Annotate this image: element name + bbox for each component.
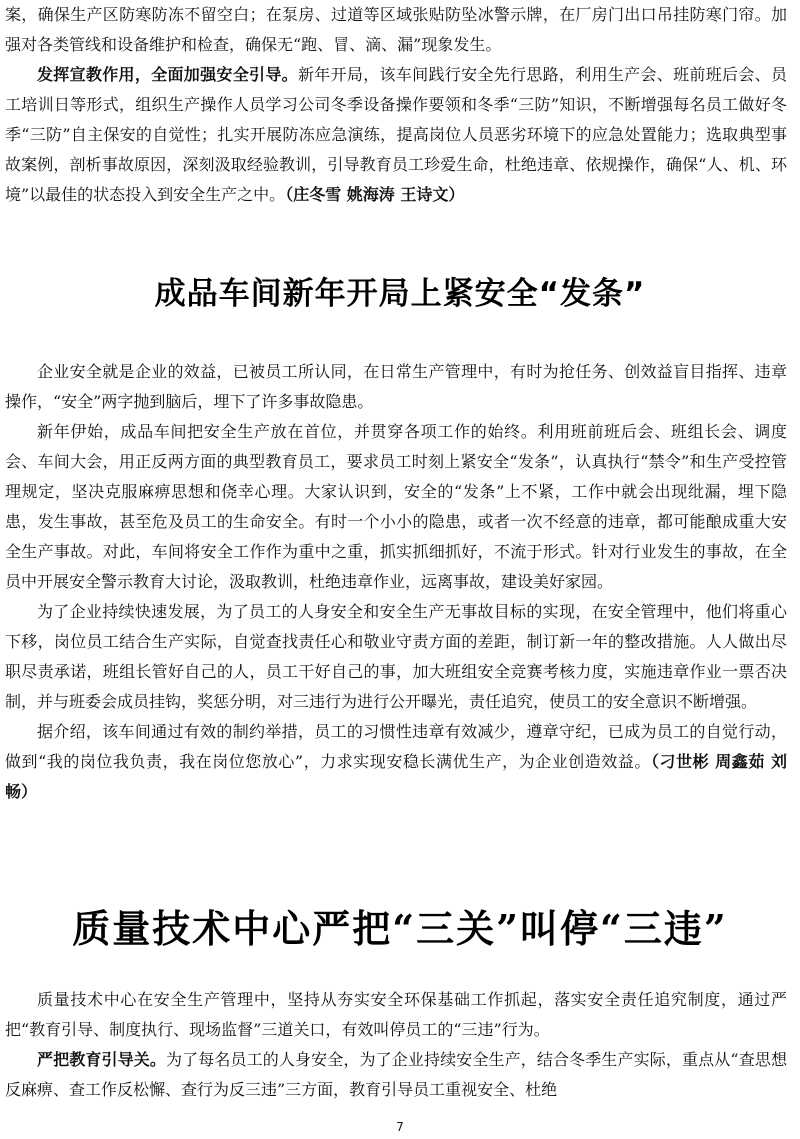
paragraph: 为了企业持续快速发展，为了员工的人身安全和安全生产无事故目标的实现，在安全管理中，他们将重心下移，岗位员工结合生产实际，自觉查找责任心和敬业守责方面的差距，制订新一年的整改措施。人人做出尽职尽责承诺，班组长管好自己的人，员工干好自己的事，加大班组安全竞赛考核力度，实施违章作业一票否决制，并与班委会成员挂钩，奖惩分明，对三违行为进行公开曝光，责任追究，使员工的安全意识不断增强。 [5,602,787,711]
author-byline: （刁世彬 周鑫茹 刘 畅） [5,752,787,801]
paragraph [5,60,787,210]
paragraph-body: 为了每名员工的人身安全，为了企业持续安全生产，结合冬季生产实际，重点从“查思想反麻痹、查工作反松懈、查行为反三违”三方面，教育引导员工重视安全、杜绝 [5,1050,787,1099]
paragraph [5,1045,787,1105]
paragraph: 案，确保生产区防寒防冻不留空白；在泵房、过道等区域张贴防坠冰警示牌，在厂房门出口吊挂防寒门帘。加强对各类管线和设备维护和检查，确保无“跑、冒、滴、漏”现象发生。 [5,5,787,54]
article-title: 成品车间新年开局上紧安全“发条” [154,276,646,312]
paragraph-lead: 发挥宣教作用，全面加强安全引导。 [37,65,298,84]
paragraph-body: 新年开局，该车间践行安全先行思路，利用生产会、班前班后会、员工培训日等形式，组织生产操作人员学习公司冬季设备操作要领和冬季“三防”知识，不断增强每名员工做好冬季“三防”自主保安的自觉性；扎实开展防冻应急演练，提高岗位人员恶劣环境下的应急处置能力；选取典型事故案例，剖析事故原因，深刻汲取经验教训，引导教育员工珍爱生命，杜绝违章、依规操作，确保“人、机、环境”以最佳的状态投入到安全生产之中。 [5,65,787,204]
paragraph: 新年伊始，成品车间把安全生产放在首位，并贯穿各项工作的始终。利用班前班后会、班组长会、调度会、车间大会，用正反两方面的典型教育员工，要求员工时刻上紧安全“发条”，认真执行“禁令”和生产受控管理规定，坚决克服麻痹思想和侥幸心理。大家认识到，安全的“发条”上不紧，工作中就会出现纰漏，埋下隐患，发生事故，甚至危及员工的生命安全。有时一个小小的隐患，或者一次不经意的违章，都可能酿成重大安全生产事故。对此，车间将安全工作作为重中之重，抓实抓细抓好，不流于形式。针对行业发生的事故，在全员中开展安全警示教育大讨论，汲取教训，杜绝违章作业，远离事故，建设美好家园。 [5,422,787,591]
article-3-body [5,985,787,1105]
author-byline: （庄冬雪 姚海涛 王诗文） [285,185,465,204]
page-number: 7 [396,1120,404,1134]
article-title: 质量技术中心严把“三关”叫停“三违” [72,906,728,951]
paragraph: 质量技术中心在安全生产管理中，坚持从夯实安全环保基础工作抓起，落实安全责任追究制度，通过严把“教育引导、制度执行、现场监督”三道关口，有效叫停员工的“三违”行为。 [5,990,787,1039]
article-1-continuation [5,0,787,210]
article-2-body [5,357,787,807]
paragraph [5,717,787,807]
paragraph-lead: 严把教育引导关。 [37,1050,167,1069]
paragraph: 企业安全就是企业的效益，已被员工所认同，在日常生产管理中，有时为抢任务、创效益盲目指挥、违章操作，“安全”两字抛到脑后，埋下了许多事故隐患。 [5,362,787,411]
paragraph-body: 据介绍，该车间通过有效的制约举措，员工的习惯性违章有效减少，遵章守纪，已成为员工的自觉行动，做到“我的岗位我负责，我在岗位您放心”，力求实现安稳长满优生产，为企业创造效益。 [5,722,787,771]
